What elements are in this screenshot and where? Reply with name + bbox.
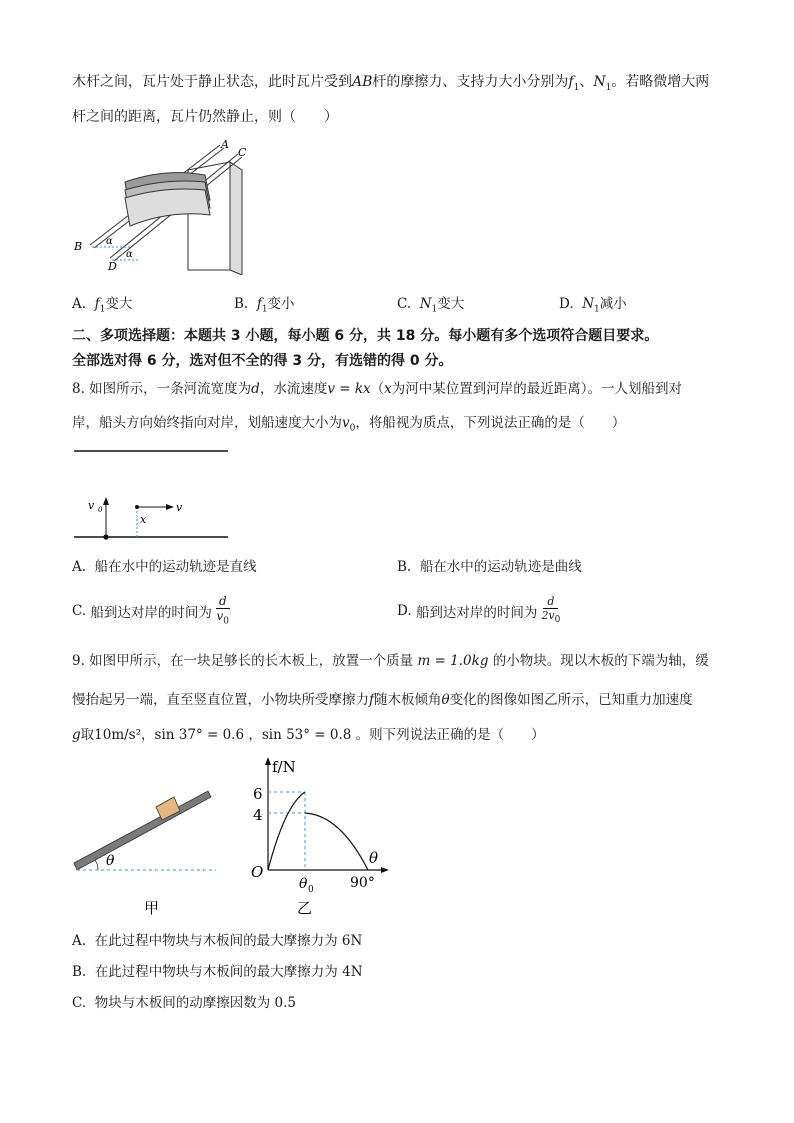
label-B: B	[74, 240, 83, 253]
q9-fig-jia	[70, 785, 220, 915]
q7-option-a[interactable]: A. $f_1$变大	[72, 296, 133, 315]
section2-heading-line2: 全部选对得 6 分，选对但不全的得 3 分，有选错的得 0 分。	[72, 353, 453, 369]
q8-option-b[interactable]: B. 船在水中的运动轨迹是曲线	[397, 559, 582, 575]
q9-fig-yi	[245, 755, 400, 920]
label-C: C	[238, 146, 247, 159]
label-alpha-1: α	[106, 236, 113, 247]
graph-tick-4: 4	[253, 806, 263, 824]
q9-option-b[interactable]: B. 在此过程中物块与木板间的最大摩擦力为 4N	[72, 964, 363, 980]
svg-text:0: 0	[308, 885, 314, 895]
label-A: A	[221, 140, 229, 151]
q8-stem-line2: 岸，船头方向始终指向对岸，划船速度大小为$v_0$，将船视为质点，下列说法正确的是（ ）	[72, 415, 626, 434]
q7-option-b[interactable]: B. $f_1$变小	[234, 296, 295, 315]
q9-option-a[interactable]: A. 在此过程中物块与木板间的最大摩擦力为 6N	[72, 933, 363, 949]
graph-xlabel: θ	[369, 849, 379, 867]
q8-frac-d: d $2v_0$	[541, 594, 561, 626]
q9-stem-line3: g取10m/s²，sin 37° = 0.6 ，sin 53° = 0.8 。则下列说法正确的是（ ）	[72, 727, 545, 743]
graph-ylabel: f/N	[272, 758, 296, 776]
graph-tick-6: 6	[253, 785, 263, 803]
section2-heading-line1: 二、多项选择题：本题共 3 小题，每小题 6 分，共 18 分。每小题有多个选项符合题目要求。	[72, 328, 659, 344]
static-friction-curve	[268, 792, 305, 870]
label-v: v	[176, 501, 183, 514]
q9-option-c[interactable]: C. 物块与木板间的动摩擦因数为 0.5	[72, 995, 296, 1011]
q8-option-c[interactable]: C. 船到达对岸的时间为 d $v_0$	[72, 593, 230, 627]
graph-x90: 90°	[350, 875, 375, 891]
caption-yi: 乙	[297, 899, 313, 917]
q7-option-c[interactable]: C. $N_1$变大	[397, 296, 465, 315]
q7-option-d[interactable]: D. $N_1$减小	[559, 296, 627, 315]
kinetic-friction-curve	[305, 813, 368, 870]
q9-stem-line2: 慢抬起另一端，直至竖直位置，小物块所受摩擦力f随木板倾角θ变化的图像如图乙所示，已知重力加速度	[72, 692, 693, 708]
label-x: x	[140, 513, 147, 526]
q8-stem-line1: 8. 如图所示，一条河流宽度为d，水流速度v = kx（x为河中某位置到河岸的最近距离）。一人划船到对	[72, 381, 683, 397]
q7-stem-line1: 木杆之间，瓦片处于静止状态，此时瓦片受到AB杆的摩擦力、支持力大小分别为$f_1$、$N_1$。若略微增大两	[72, 74, 710, 93]
label-alpha-2: α	[126, 249, 133, 260]
label-D: D	[108, 260, 117, 273]
label-v0: v	[88, 499, 95, 512]
svg-text:0: 0	[98, 506, 103, 514]
graph-origin: O	[251, 863, 264, 881]
caption-jia: 甲	[144, 899, 160, 915]
label-theta-jia: θ	[106, 853, 115, 869]
q8-option-a[interactable]: A. 船在水中的运动轨迹是直线	[72, 559, 257, 575]
q8-option-d[interactable]: D. 船到达对岸的时间为 d $2v_0$	[397, 594, 561, 626]
q8-frac-c: d $v_0$	[216, 593, 230, 627]
graph-theta0: θ	[299, 876, 308, 892]
q7-stem-line2: 杆之间的距离，瓦片仍然静止，则（ ）	[72, 109, 338, 125]
q9-stem-line1: 9. 如图甲所示，在一块足够长的长木板上，放置一个质量 m = 1.0kg 的小物块。现以木板的下端为轴，缓	[72, 653, 709, 669]
q7-tile-figure	[70, 140, 270, 275]
q8-river-figure	[70, 445, 240, 545]
